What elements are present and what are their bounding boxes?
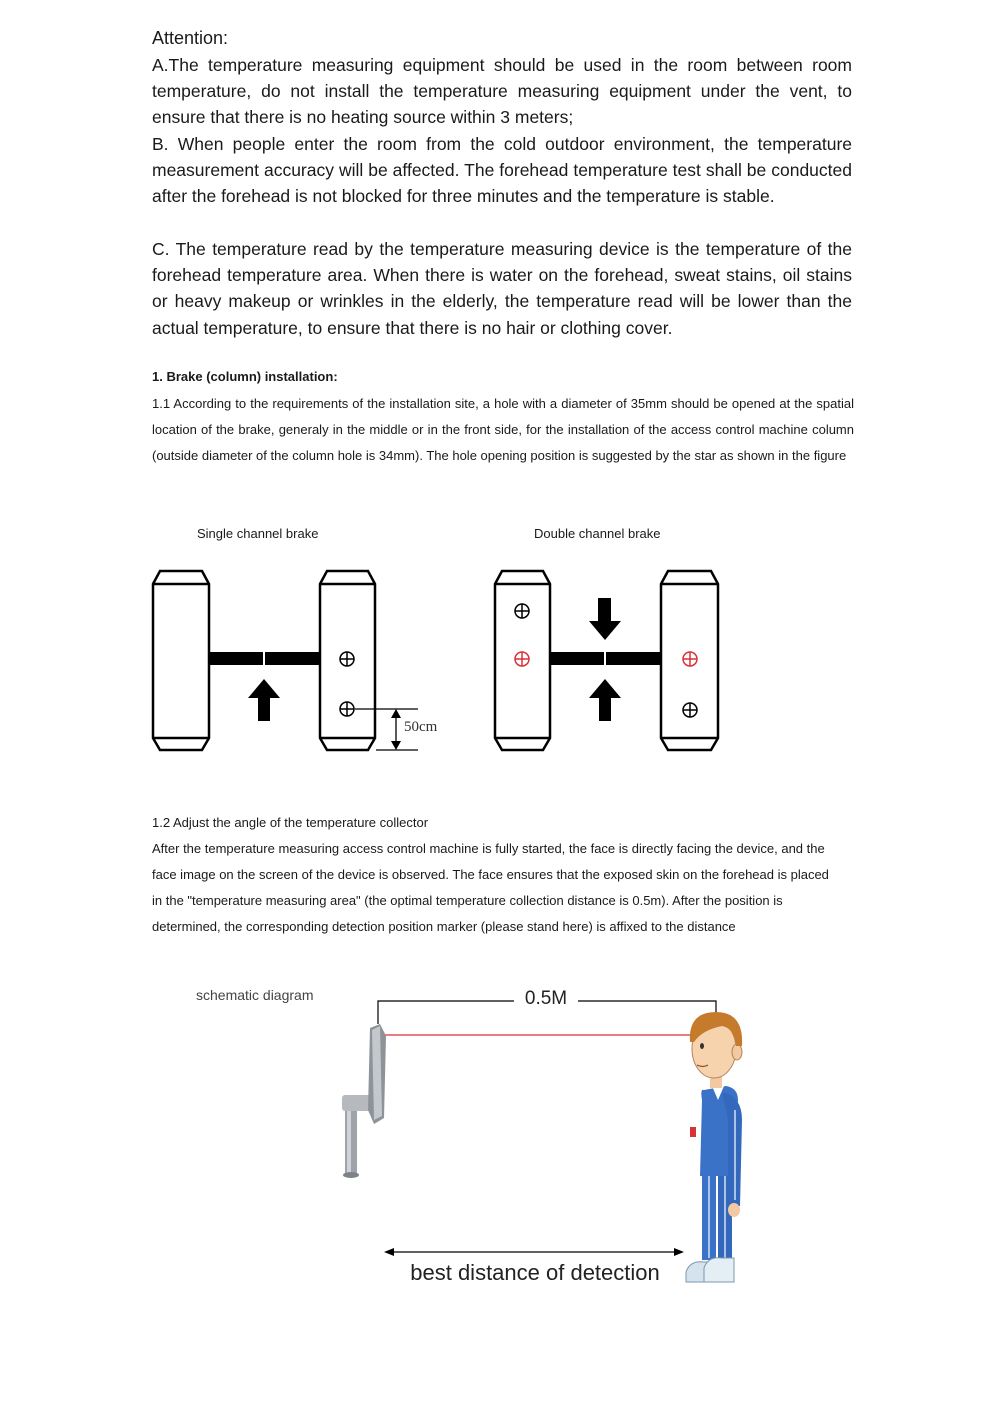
single-channel-caption: Single channel brake [197,526,319,541]
double-channel-caption: Double channel brake [534,526,661,541]
subtitle-1-2: 1.2 Adjust the angle of the temperature collector [152,815,429,830]
attention-item-a: A.The temperature measuring equipment should be used in the room between room temperature, do not install the temperature measuring equipment under the vent, to ensure that there is no heating source within 3 meters; [152,55,852,128]
dimension-label: 50cm [404,719,438,735]
temperature-terminal [342,1024,386,1178]
attention-item-b: B. When people enter the room from the cold outdoor environment, the temperature measurement accuracy will be affected. The forehead temperature test shall be conducted after the forehead is not blocked for three minutes and the temperature is stable. [152,134,852,207]
best-distance-label: best distance of detection [410,1260,660,1285]
distance-arrow [384,1248,684,1256]
paragraph-1-2: After the temperature measuring access control machine is fully started, the face is directly facing the device, and the face image on the screen of the device is observed. The face ensures that the exposed skin on the forehead is placed in the "temperature measuring area" (the optimal temperature collection distance is 0.5m). After the position is determined, the corresponding detection position marker (please stand here) is affixed to the distance [152,841,829,934]
section-title: 1. Brake (column) installation: [152,369,338,384]
schematic-label: schematic diagram [196,987,314,1003]
person-figure [686,1012,742,1282]
paragraph-1-1: 1.1 According to the requirements of the installation site, a hole with a diameter of 35mm should be opened at the spatial location of the brake, generaly in the middle or in the front side, for the installation of the access control machine column (outside diameter of the column hole is 34mm). The hole opening position is suggested by the star as shown in the figure [152,396,854,463]
attention-heading: Attention: [152,28,229,48]
distance-label: 0.5M [514,988,578,1010]
attention-item-c: C. The temperature read by the temperature measuring device is the temperature of the forehead temperature area. When there is water on the forehead, sweat stains, oil stains or heavy makeup or wrinkles in the elderly, the temperature read will be lower than the actual temperature, to ensure that there is no hair or clothing cover. [152,239,852,338]
